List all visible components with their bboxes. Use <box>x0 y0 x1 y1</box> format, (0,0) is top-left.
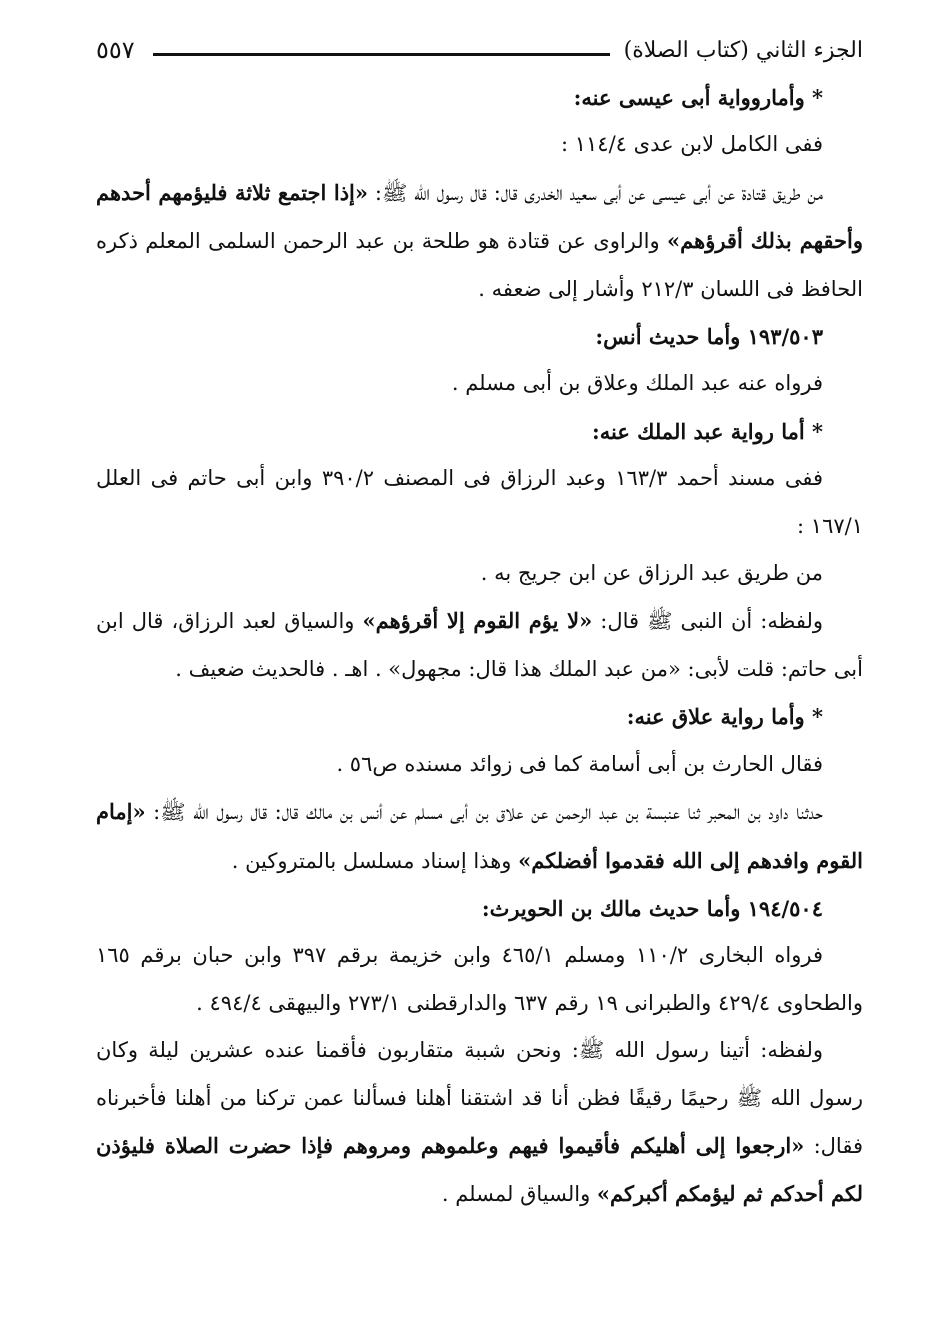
running-header <box>96 30 863 70</box>
section-heading: * وأماروواية أبى عيسى عنه: <box>573 85 823 110</box>
paragraph-text: والسياق لعبد الرزاق، قال ابن أبى حاتم: قلت لأبى: «من عبد الملك هذا قال: مجهول» . اهـ . فالحديث ضعيف . <box>96 609 863 681</box>
paragraph-text: والسياق لمسلم . <box>441 1182 597 1207</box>
paragraph-text: ولفظه: أن النبى ﷺ قال: <box>592 609 823 634</box>
paragraph: فرواه البخارى ١١٠/٢ ومسلم ٤٦٥/١ وابن خزيمة برقم ٣٩٧ وابن حبان برقم ١٦٥ والطحاوى ٤٢٩/٤ والطبرانى ١٩ رقم ٦٣٧ والدارقطنى ٢٧٣/١ والبيهقى ٤٩٤/٤ . <box>96 943 863 1015</box>
paragraph <box>96 169 863 313</box>
paragraph-text: ولفظه: أتينا رسول الله ﷺ: ونحن شببة متقاربون فأقمنا عنده عشرين ليلة وكان رسول الله ﷺ رحيمًا رقيقًا فظن أنا قد اشتقنا أهلنا فسألنا عمن تركنا من أهلنا فأخبرناه فقال: <box>96 1038 863 1158</box>
hadith-quote: «لا يؤم القوم إلا أقرؤهم» <box>362 608 593 634</box>
paragraph <box>96 1027 863 1219</box>
page-number: ٥٥٧ <box>96 36 135 64</box>
section-heading: * أما رواية عبد الملك عنه: <box>591 418 823 444</box>
page-body <box>96 74 863 1219</box>
hadith-quote: «إمام القوم وافدهم إلى الله فقدموا أفضلكم» <box>96 799 863 873</box>
paragraph: من طريق عبد الرزاق عن ابن جريج به . <box>480 561 823 586</box>
paragraph-text: حدثنا داود بن المحبر ثنا عنبسة بن عبد الرحمن عن علاق بن أبى مسلم عن أنس بن مالك قال: قال رسول الله ﷺ: <box>145 800 823 825</box>
paragraph: ففى مسند أحمد ١٦٣/٣ وعبد الرزاق فى المصنف ٣٩٠/٢ وابن أبى حاتم فى العلل ١٦٧/١ : <box>96 466 863 538</box>
paragraph <box>96 788 863 885</box>
section-heading: ١٩٣/٥٠٣ وأما حديث أنس: <box>595 324 823 350</box>
header-rule <box>153 53 610 56</box>
paragraph-text: وهذا إسناد مسلسل بالمتروكين . <box>231 848 519 873</box>
paragraph <box>96 597 863 693</box>
hadith-quote: «إذا اجتمع ثلاثة فليؤمهم أحدهم وأحقهم بذلك أقرؤهم» <box>96 179 863 254</box>
paragraph-text: والراوى عن قتادة هو طلحة بن عبد الرحمن السلمى المعلم ذكره الحافظ فى اللسان ٢١٢/٣ وأشار إلى ضعفه . <box>96 229 863 301</box>
section-heading: ١٩٤/٥٠٤ وأما حديث مالك بن الحويرث: <box>481 895 823 921</box>
running-header-title: الجزء الثاني (كتاب الصلاة) <box>623 37 863 63</box>
section-heading: * وأما رواية علاق عنه: <box>626 704 823 730</box>
paragraph: ففى الكامل لابن عدى ١١٤/٤ : <box>560 132 823 157</box>
paragraph-text: من طريق قتادة عن أبى عيسى عن أبى سعيد الخدرى قال: قال رسول الله ﷺ: <box>368 180 823 205</box>
paragraph: فرواه عنه عبد الملك وعلاق بن أبى مسلم . <box>451 371 823 396</box>
hadith-quote: «ارجعوا إلى أهليكم فأقيموا فيهم وعلموهم ومروهم فإذا حضرت الصلاة فليؤذن لكم أحدكم ثم ليؤمكم أكبركم» <box>96 1132 863 1207</box>
paragraph: فقال الحارث بن أبى أسامة كما فى زوائد مسنده ص٥٦ . <box>336 751 823 776</box>
